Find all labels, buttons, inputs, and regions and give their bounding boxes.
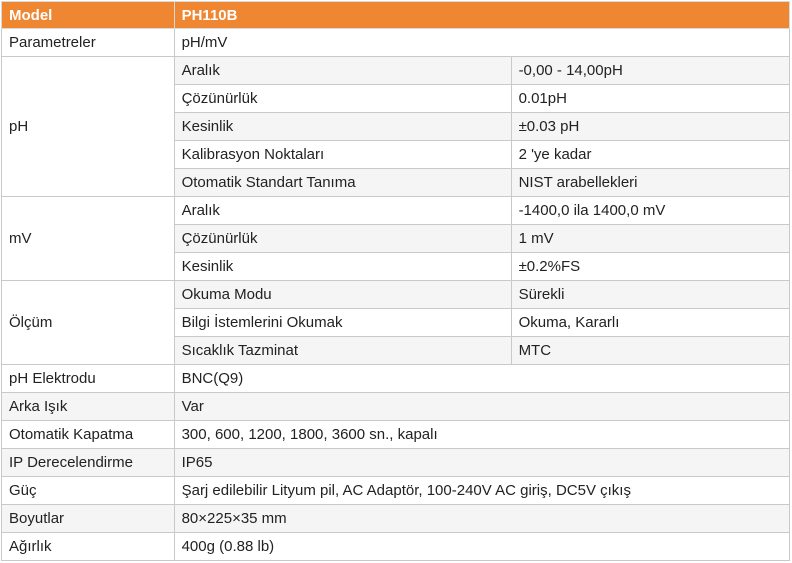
row-value: Şarj edilebilir Lityum pil, AC Adaptör, 100-240V AC giriş, DC5V çıkış: [174, 477, 789, 505]
sub-param-value: ±0.03 pH: [511, 113, 789, 141]
table-row: [2, 533, 790, 561]
table-row: [2, 477, 790, 505]
row-value: Var: [174, 393, 789, 421]
sub-param-name: Sıcaklık Tazminat: [174, 337, 511, 365]
row-label: Parametreler: [2, 29, 175, 57]
sub-param-name: Aralık: [174, 57, 511, 85]
sub-param-value: 0.01pH: [511, 85, 789, 113]
table-row: [2, 57, 790, 85]
table-row: [2, 393, 790, 421]
table-row: [2, 365, 790, 393]
sub-param-value: NIST arabellekleri: [511, 169, 789, 197]
sub-param-value: -1400,0 ila 1400,0 mV: [511, 197, 789, 225]
row-value: 80×225×35 mm: [174, 505, 789, 533]
sub-param-value: -0,00 - 14,00pH: [511, 57, 789, 85]
row-label: Otomatik Kapatma: [2, 421, 175, 449]
row-label: Güç: [2, 477, 175, 505]
spec-table: [1, 1, 790, 561]
sub-param-value: MTC: [511, 337, 789, 365]
table-row: [2, 29, 790, 57]
row-value: BNC(Q9): [174, 365, 789, 393]
row-label: IP Derecelendirme: [2, 449, 175, 477]
sub-param-value: 1 mV: [511, 225, 789, 253]
sub-param-name: Bilgi İstemlerini Okumak: [174, 309, 511, 337]
sub-param-value: Okuma, Kararlı: [511, 309, 789, 337]
table-row: [2, 197, 790, 225]
sub-param-value: 2 'ye kadar: [511, 141, 789, 169]
row-label: Boyutlar: [2, 505, 175, 533]
row-value: pH/mV: [174, 29, 789, 57]
group-label-olcum: Ölçüm: [2, 281, 175, 365]
table-row: [2, 449, 790, 477]
group-label-ph: pH: [2, 57, 175, 197]
sub-param-name: Çözünürlük: [174, 225, 511, 253]
model-value: PH110B: [174, 2, 789, 29]
sub-param-name: Okuma Modu: [174, 281, 511, 309]
table-row: [2, 281, 790, 309]
group-label-mv: mV: [2, 197, 175, 281]
sub-param-name: Kesinlik: [174, 113, 511, 141]
row-value: 400g (0.88 lb): [174, 533, 789, 561]
sub-param-name: Çözünürlük: [174, 85, 511, 113]
row-label: Ağırlık: [2, 533, 175, 561]
header-row: [2, 2, 790, 29]
row-label: pH Elektrodu: [2, 365, 175, 393]
sub-param-name: Otomatik Standart Tanıma: [174, 169, 511, 197]
row-label: Arka Işık: [2, 393, 175, 421]
sub-param-name: Aralık: [174, 197, 511, 225]
model-label: Model: [2, 2, 175, 29]
row-value: IP65: [174, 449, 789, 477]
row-value: 300, 600, 1200, 1800, 3600 sn., kapalı: [174, 421, 789, 449]
table-row: [2, 505, 790, 533]
sub-param-value: Sürekli: [511, 281, 789, 309]
table-row: [2, 421, 790, 449]
sub-param-value: ±0.2%FS: [511, 253, 789, 281]
sub-param-name: Kesinlik: [174, 253, 511, 281]
sub-param-name: Kalibrasyon Noktaları: [174, 141, 511, 169]
